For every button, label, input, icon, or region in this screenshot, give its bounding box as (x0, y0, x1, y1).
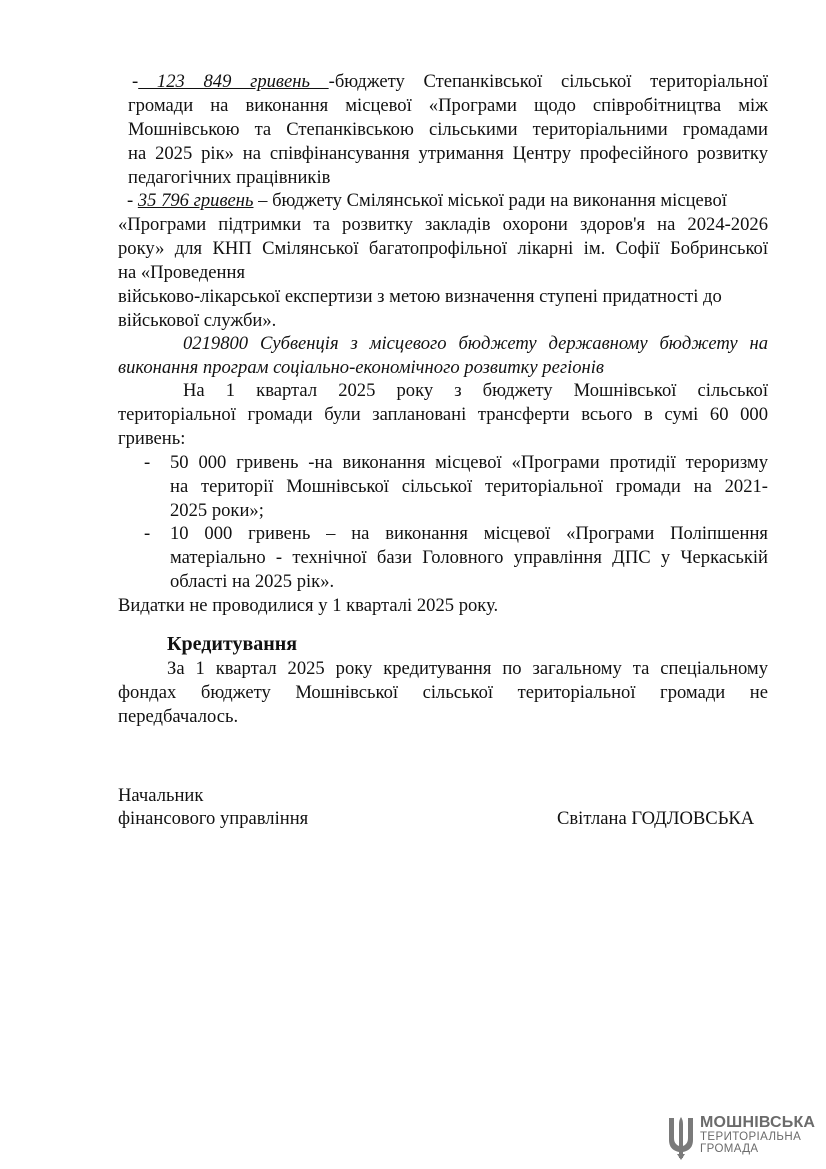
signature-title-line-2: фінансового управління (118, 808, 309, 829)
signature-title-line-1: Начальник (118, 785, 204, 806)
p2-line-1 (127, 189, 727, 213)
plan-line-3: гривень: (118, 428, 186, 449)
crediting-line-2: фондах бюджету Мошнівської сільської територіальної громади не (118, 682, 768, 703)
logo-title: МОШНІВСЬКА (700, 1114, 816, 1131)
list-item-2-line-3: області на 2025 рік». (170, 571, 335, 592)
p1-line-4: на 2025 рік» на співфінансування утримання Центру професійного розвитку (128, 143, 768, 164)
subvention-line-1: 0219800 Субвенція з місцевого бюджету державному бюджету на (183, 333, 768, 354)
amount: 123 849 гривень (138, 71, 329, 92)
p1-line-5: педагогічних працівників (128, 167, 331, 188)
crediting-heading: Кредитування (167, 633, 298, 655)
p1-line-1 (132, 70, 768, 94)
list-bullet: - (144, 452, 151, 473)
p2-line-5: військово-лікарської експертизи з метою визначення ступені придатності до (118, 286, 722, 307)
list-item-1-line-1: 50 000 гривень -на виконання місцевої «Програми протидії тероризму (170, 452, 768, 473)
amount: 35 796 гривень (137, 190, 254, 211)
p2-line-2: «Програми підтримки та розвитку закладів охорони здоров'я на 2024-2026 (118, 214, 768, 235)
subvention-line-2: виконання програм соціально-економічного розвитку регіонів (118, 357, 604, 378)
list-bullet: - (144, 523, 151, 544)
logo-subtitle-2: ГРОМАДА (700, 1143, 759, 1155)
p2-line-6: військової служби». (118, 310, 277, 331)
list-item-1-line-3: 2025 роки»; (170, 500, 264, 521)
p1-line-2: громади на виконання місцевої «Програми щодо співробітництва між (128, 95, 768, 116)
p2-line-4: на «Проведення (118, 262, 246, 283)
dash: - (132, 71, 139, 92)
plan-line-1: На 1 квартал 2025 року з бюджету Мошнівської сільської (183, 380, 768, 401)
crediting-line-3: передбачалось. (118, 706, 239, 727)
list-item-2-line-1: 10 000 гривень – на виконання місцевої «Програми Поліпшення (170, 523, 768, 544)
trident-emblem-icon (666, 1114, 696, 1162)
community-logo (666, 1114, 816, 1162)
signature-name: Світлана ГОДЛОВСЬКА (557, 808, 755, 829)
dash: - (127, 190, 138, 211)
list-item-2-line-2: матеріально - технічної бази Головного управління ДПС у Черкаській (170, 547, 768, 568)
crediting-line-1: За 1 квартал 2025 року кредитування по загальному та спеціальному (167, 658, 768, 679)
text: – бюджету Смілянської міської ради на виконання місцевої (253, 190, 727, 211)
plan-line-2: територіальної громади були заплановані трансферти всього в сумі 60 000 (118, 404, 768, 425)
p2-line-3: року» для КНП Смілянської багатопрофільної лікарні ім. Софії Бобринської (118, 238, 768, 259)
list-item-1-line-2: на території Мошнівської сільської територіальної громади на 2021- (170, 476, 768, 497)
text: -бюджету Степанківської сільської територіальної (328, 71, 769, 92)
logo-subtitle-1: ТЕРИТОРІАЛЬНА (700, 1131, 802, 1143)
p1-line-3: Мошнівською та Степанківською сільськими територіальними громадами (128, 119, 768, 140)
expenses-note: Видатки не проводилися у 1 кварталі 2025 року. (118, 595, 499, 616)
